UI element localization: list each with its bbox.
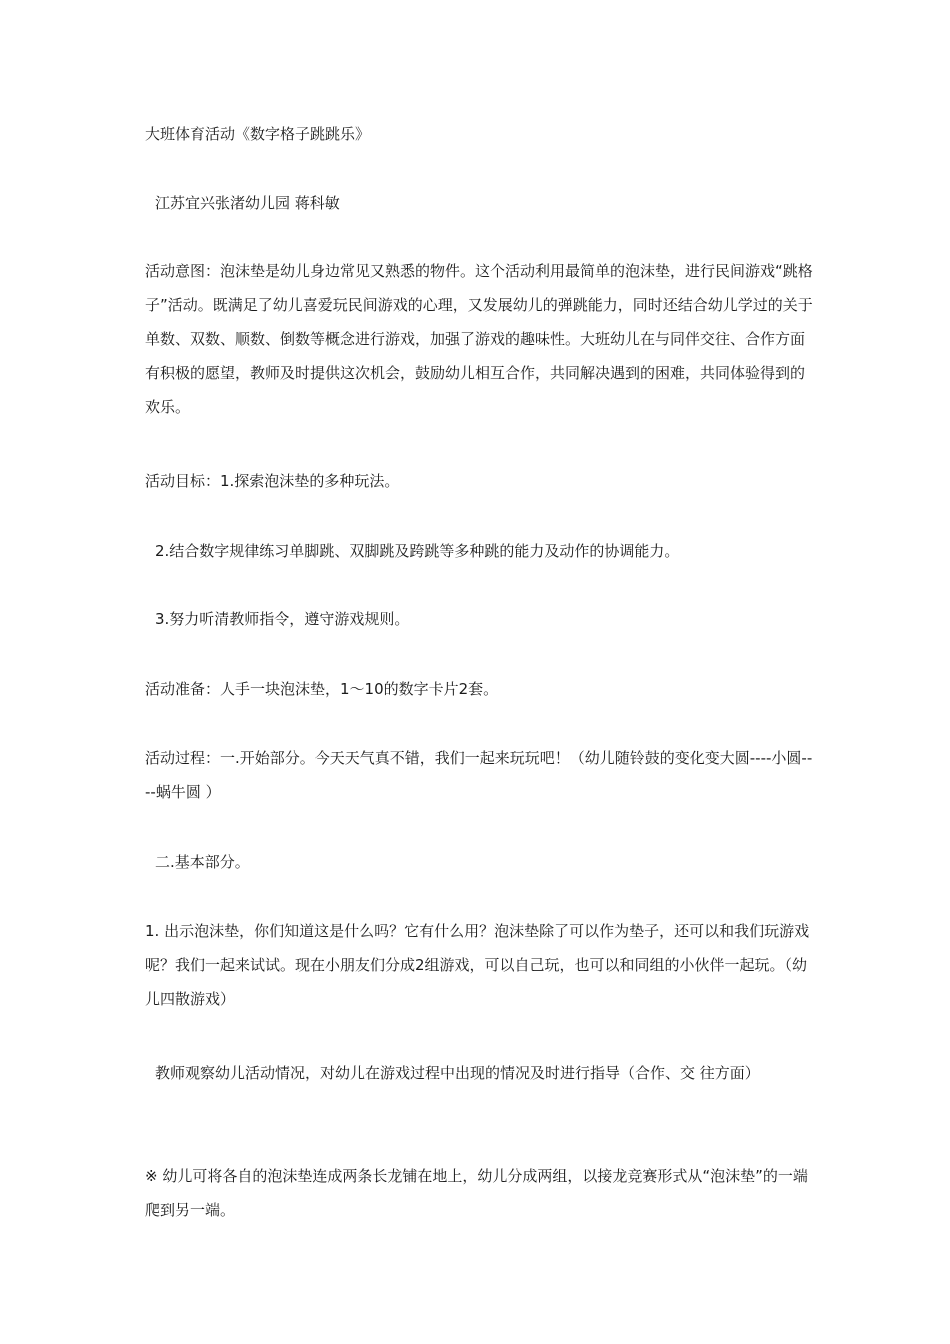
activity-intent-paragraph: 活动意图：泡沫垫是幼儿身边常见又熟悉的物件。这个活动利用最简单的泡沫垫，进行民间游戏“跳格子”活动。既满足了幼儿喜爱玩民间游戏的心理，又发展幼儿的弹跳能力，同时还结合幼儿学过的关于单数、双数、顺数、倒数等概念进行游戏，加强了游戏的趣味性。大班幼儿在与同伴交往、合作方面有积极的愿望，教师及时提供这次机会，鼓励幼儿相互合作，共同解决遇到的困难，共同体验得到的欢乐。 [145, 262, 813, 416]
step-1-paragraph: 1. 出示泡沫垫，你们知道这是什么吗？它有什么用？泡沫垫除了可以作为垫子，还可以和我们玩游戏呢？我们一起来试试。现在小朋友们分成2组游戏，可以自己玩，也可以和同组的小伙伴一起玩。（幼儿四散游戏） [145, 922, 810, 1008]
note-paragraph: ※ 幼儿可将各自的泡沫垫连成两条长龙铺在地上，幼儿分成两组，以接龙竞赛形式从“泡沫垫”的一端爬到另一端。 [145, 1167, 808, 1219]
basic-part-heading: 二.基本部分。 [155, 853, 250, 871]
author-line: 江苏宜兴张渚幼儿园 蒋科敏 [155, 194, 340, 212]
activity-process-intro: 活动过程：一.开始部分。今天天气真不错，我们一起来玩玩吧！（幼儿随铃鼓的变化变大圆----小圆----蜗牛圆 ） [145, 749, 813, 801]
activity-goal-2: 2.结合数字规律练习单脚跳、双脚跳及跨跳等多种跳的能力及动作的协调能力。 [155, 542, 680, 560]
activity-goal-1: 活动目标：1.探索泡沫垫的多种玩法。 [145, 472, 400, 490]
activity-goal-3: 3.努力听清教师指令，遵守游戏规则。 [155, 610, 410, 628]
activity-preparation: 活动准备：人手一块泡沫垫，1～10的数字卡片2套。 [145, 680, 499, 698]
document-title: 大班体育活动《数字格子跳跳乐》 [145, 125, 371, 143]
teacher-observation-paragraph: 教师观察幼儿活动情况，对幼儿在游戏过程中出现的情况及时进行指导（合作、交 往方面） [155, 1064, 760, 1082]
